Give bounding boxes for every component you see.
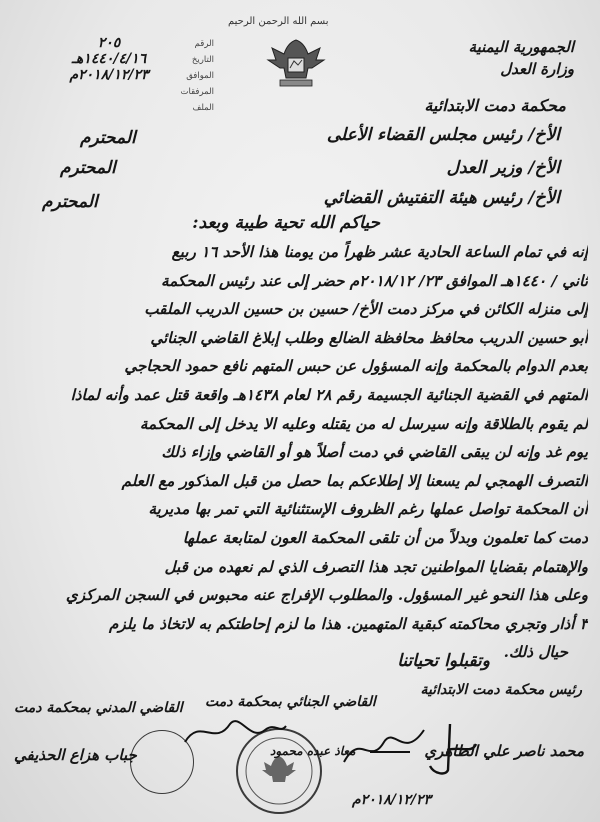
ref-file-row: الملف — [192, 103, 214, 113]
honorific: المحترم — [80, 128, 136, 148]
yemen-eagle-emblem-icon — [262, 34, 330, 90]
greeting: حياكم الله تحية طيبة وبعد: — [192, 213, 380, 233]
bismillah-header: بسم الله الرحمن الرحيم — [228, 16, 329, 27]
recipient-line: الأخ/ رئيس مجلس القضاء الأعلى — [326, 125, 560, 145]
body-line: وعلى هذا النحو غير المسؤول. والمطلوب الإفراج عنه محبوس في السجن المركزي — [65, 586, 588, 605]
ref-number-row: الرقم ٢٠٥ — [97, 35, 214, 51]
reference-block — [44, 35, 214, 118]
body-line: بعدم الدوام بالمحكمة وإنه المسؤول عن حبس المتهم نافع حمود الحجاجي — [124, 357, 588, 376]
signature-name-civil-judge: جباب هزاع الحذيفي — [14, 746, 137, 764]
ref-attachments-row: المرفقات — [180, 87, 214, 97]
ministry-name: وزارة العدل — [500, 60, 574, 78]
signature-title-criminal-judge: القاضي الجنائي بمحكمة دمت — [205, 694, 376, 710]
letter-body — [18, 238, 588, 667]
honorific: المحترم — [42, 192, 98, 212]
body-line: التصرف الهمجي لم يسعنا إلا إطلاعكم بما حصل من قبل المذكور مع العلم — [121, 471, 588, 490]
body-line: والإهتمام بقضايا المواطنين تجد هذا التصرف الذي لم نعهده من قبل — [164, 557, 588, 576]
body-line: أن المحكمة تواصل عملها رغم الظروف الإستثنائية التي تمر بها مديرية — [148, 500, 588, 519]
body-line: حيال ذلك. — [503, 643, 568, 662]
body-line: يوم غد وإنه لن يبقى القاضي في دمت أصلاً هو أو القاضي وإزاء ذلك — [161, 443, 588, 462]
ref-hijri-date-row: التاريخ ١٤٤٠/٤/١٦هـ — [71, 51, 214, 67]
signature-title-president: رئيس محكمة دمت الابتدائية — [420, 682, 582, 698]
court-name: محكمة دمت الابتدائية — [424, 96, 566, 115]
signature-title-civil-judge: القاضي المدني بمحكمة دمت — [14, 700, 183, 716]
body-line: ٣ أذار وتجري محاكمته كبقية المتهمين. هذا ما لزم إحاطتكم به لاتخاذ ما يلزم — [108, 614, 588, 633]
body-line: إلى منزله الكائن في مركز دمت الأخ/ حسين بن حسين الدريب الملقب — [144, 300, 588, 319]
body-line: لم يقوم بالطلاقة وإنه سيرسل له من يقتله وعليه الا يدخل إلى المحكمة — [139, 414, 588, 433]
body-line: ثاني / ١٤٤٠هـ الموافق ٢٣/ ٢٠١٨/١٢م حضر إلى عند رئيس المحكمة — [161, 271, 588, 290]
honorific: المحترم — [60, 158, 116, 178]
signature-date: ٢٠١٨/١٢/٢٣م — [352, 792, 432, 808]
signature-name-president: محمد ناصر علي الظاهري — [424, 742, 584, 760]
body-line: دمت كما تعلمون وبدلاً من أن تلقى المحكمة العون لمتابعة عملها — [182, 528, 588, 547]
body-line: المتهم في القضية الجنائية الجسيمة رقم ٢٨ لعام ١٤٣٨هـ واقعة قتل عمد وأنه لماذا — [70, 385, 588, 404]
signature-name-criminal-judge: معاذ عبده محمود — [270, 744, 356, 758]
ref-gregorian-date-row: الموافق ٢٠١٨/١٢/٢٣م — [69, 67, 214, 83]
closing-salutation: وتقبلوا تحياتنا — [397, 651, 490, 671]
recipient-line: الأخ/ رئيس هيئة التفتيش القضائي — [323, 188, 560, 208]
body-line: إنه في تمام الساعة الحادية عشر ظهراً من يومنا هذا الأحد ١٦ ربيع — [171, 243, 588, 261]
recipient-line: الأخ/ وزير العدل — [446, 158, 560, 178]
country-ministry-block — [469, 36, 574, 80]
country-name: الجمهورية اليمنية — [468, 38, 574, 56]
body-line: أبو حسين الدريب محافظ محافظة الضالع وطلب إبلاغ القاضي الجنائي — [150, 328, 588, 347]
